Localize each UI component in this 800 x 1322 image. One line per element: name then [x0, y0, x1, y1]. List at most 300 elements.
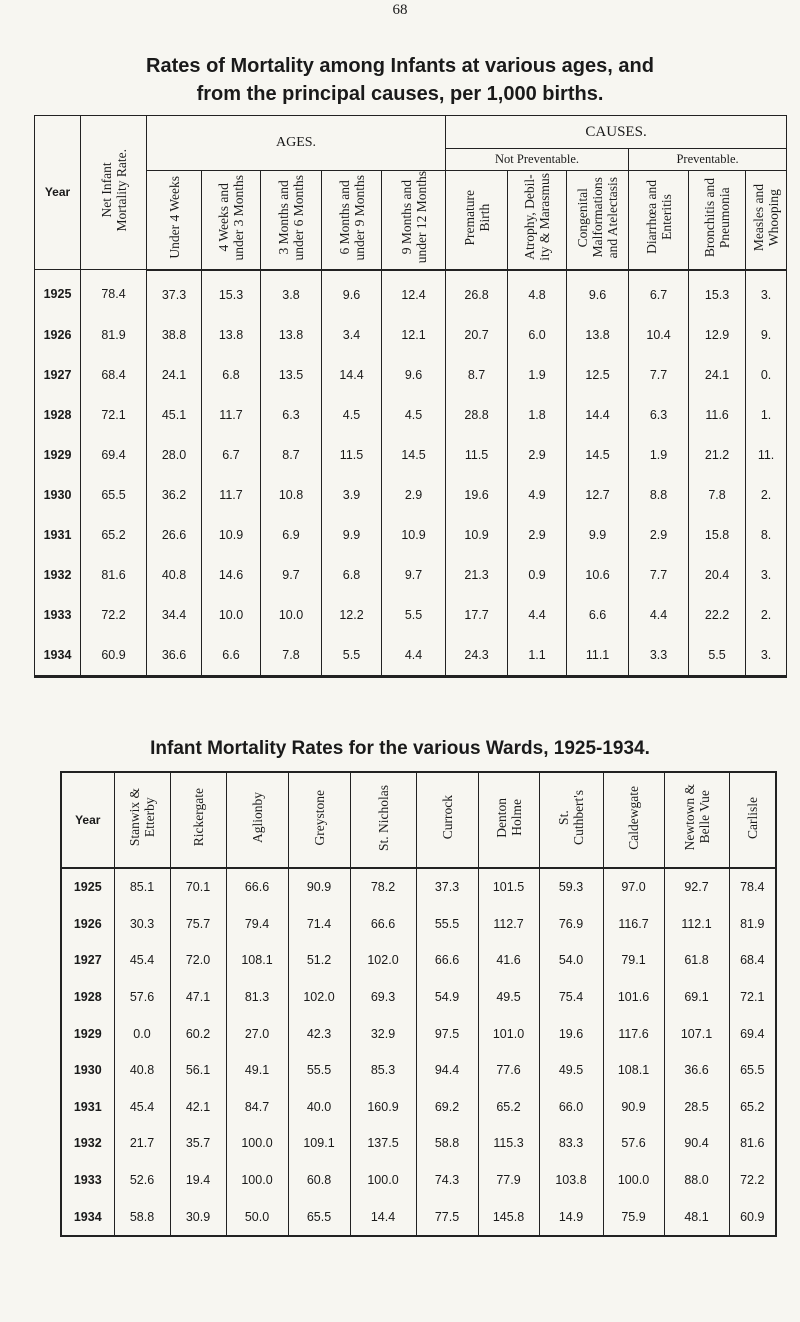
- table-row: [61, 868, 776, 906]
- ward-rate-cell: 72.0: [170, 942, 226, 979]
- rate-cell: 65.2: [81, 515, 147, 555]
- rate-cell: 20.7: [446, 315, 508, 355]
- ward-rate-cell: 115.3: [478, 1125, 539, 1162]
- ward-rate-cell: 88.0: [664, 1162, 729, 1199]
- ward-column-header: [603, 772, 664, 868]
- year-cell: 1930: [35, 475, 81, 515]
- age-column-label: 3 Months and under 6 Months: [276, 174, 306, 260]
- rate-cell: 34.4: [147, 595, 202, 635]
- ward-rate-cell: 65.5: [729, 1052, 776, 1089]
- rate-cell: 2.9: [508, 435, 567, 475]
- ward-rate-cell: 30.9: [170, 1198, 226, 1236]
- age-column-header: [202, 171, 261, 270]
- year-header: Year: [35, 116, 81, 270]
- ward-rate-cell: 37.3: [416, 868, 478, 906]
- rate-cell: 6.8: [322, 555, 382, 595]
- cause-column-label: Atrophy, Debil- ity & Marasmus: [522, 173, 553, 262]
- rate-cell: 14.5: [567, 435, 629, 475]
- ward-column-label: St. Cuthbert's: [556, 790, 586, 845]
- ward-rate-cell: 65.5: [288, 1198, 350, 1236]
- year-cell: 1931: [61, 1089, 114, 1126]
- rate-cell: 15.3: [689, 270, 746, 315]
- ward-rate-cell: 35.7: [170, 1125, 226, 1162]
- rate-cell: 7.7: [629, 355, 689, 395]
- ward-rate-cell: 40.8: [114, 1052, 170, 1089]
- ward-rate-cell: 57.6: [114, 979, 170, 1016]
- ward-column-header: [416, 772, 478, 868]
- ward-rate-cell: 108.1: [603, 1052, 664, 1089]
- ward-rate-cell: 49.5: [539, 1052, 603, 1089]
- rate-cell: 2.: [746, 475, 787, 515]
- ward-rate-cell: 72.2: [729, 1162, 776, 1199]
- ward-rate-cell: 66.6: [416, 942, 478, 979]
- cause-column-header: [508, 171, 567, 270]
- year-cell: 1926: [35, 315, 81, 355]
- age-column-label: 6 Months and under 9 Months: [336, 174, 367, 260]
- cause-column-header: [629, 171, 689, 270]
- table-row: [35, 555, 787, 595]
- table-row: [35, 515, 787, 555]
- table-row: [61, 1089, 776, 1126]
- ward-column-header: [170, 772, 226, 868]
- rate-cell: 9.9: [322, 515, 382, 555]
- year-cell: 1929: [35, 435, 81, 475]
- rate-cell: 2.: [746, 595, 787, 635]
- rate-cell: 15.3: [202, 270, 261, 315]
- ward-rate-cell: 28.5: [664, 1089, 729, 1126]
- ward-rate-cell: 116.7: [603, 906, 664, 943]
- ward-rate-cell: 14.4: [350, 1198, 416, 1236]
- ward-rate-cell: 74.3: [416, 1162, 478, 1199]
- ward-rate-cell: 60.8: [288, 1162, 350, 1199]
- ward-rate-cell: 0.0: [114, 1015, 170, 1052]
- ward-column-header: [729, 772, 776, 868]
- ward-rate-cell: 48.1: [664, 1198, 729, 1236]
- table-row: [61, 1125, 776, 1162]
- rate-cell: 24.1: [147, 355, 202, 395]
- rate-cell: 14.6: [202, 555, 261, 595]
- rate-cell: 2.9: [629, 515, 689, 555]
- rate-cell: 10.4: [629, 315, 689, 355]
- rate-cell: 40.8: [147, 555, 202, 595]
- year-cell: 1928: [35, 395, 81, 435]
- rate-cell: 4.5: [322, 395, 382, 435]
- table-row: [35, 270, 787, 315]
- table-row: [35, 595, 787, 635]
- rate-cell: 68.4: [81, 355, 147, 395]
- rate-cell: 28.0: [147, 435, 202, 475]
- ward-rate-cell: 52.6: [114, 1162, 170, 1199]
- year-cell: 1934: [35, 635, 81, 677]
- year-cell: 1934: [61, 1198, 114, 1236]
- ward-rate-cell: 101.6: [603, 979, 664, 1016]
- rate-cell: 1.1: [508, 635, 567, 677]
- rate-cell: 1.9: [629, 435, 689, 475]
- ward-rate-cell: 69.3: [350, 979, 416, 1016]
- rate-cell: 3.9: [322, 475, 382, 515]
- table1-title-line1: Rates of Mortality among Infants at various ages, and: [146, 55, 654, 77]
- ward-rate-cell: 55.5: [288, 1052, 350, 1089]
- rate-cell: 10.6: [567, 555, 629, 595]
- rate-cell: 11.: [746, 435, 787, 475]
- rate-cell: 11.1: [567, 635, 629, 677]
- ward-rate-cell: 42.3: [288, 1015, 350, 1052]
- ward-rate-cell: 66.6: [226, 868, 288, 906]
- ward-rate-cell: 61.8: [664, 942, 729, 979]
- ward-rate-cell: 58.8: [416, 1125, 478, 1162]
- ward-rate-cell: 71.4: [288, 906, 350, 943]
- ward-rate-cell: 32.9: [350, 1015, 416, 1052]
- rate-cell: 12.7: [567, 475, 629, 515]
- rate-cell: 17.7: [446, 595, 508, 635]
- rate-cell: 81.9: [81, 315, 147, 355]
- rate-cell: 0.: [746, 355, 787, 395]
- ward-rate-cell: 145.8: [478, 1198, 539, 1236]
- table-row: [61, 1052, 776, 1089]
- ward-rate-cell: 30.3: [114, 906, 170, 943]
- rate-header: Net Infant Mortality Rate.: [81, 116, 147, 270]
- year-cell: 1930: [61, 1052, 114, 1089]
- rate-cell: 9.6: [322, 270, 382, 315]
- age-column-label: 4 Weeks and under 3 Months: [216, 174, 246, 260]
- age-column-label: Under 4 Weeks: [166, 175, 182, 259]
- ward-column-label: Denton Holme: [493, 797, 524, 838]
- rate-cell: 26.6: [147, 515, 202, 555]
- ward-column-header: [664, 772, 729, 868]
- ward-rate-cell: 107.1: [664, 1015, 729, 1052]
- ward-rate-cell: 69.2: [416, 1089, 478, 1126]
- ward-rate-cell: 54.9: [416, 979, 478, 1016]
- ward-rate-cell: 112.7: [478, 906, 539, 943]
- rate-cell: 12.4: [382, 270, 446, 315]
- rate-cell: 6.9: [261, 515, 322, 555]
- rate-cell: 6.6: [202, 635, 261, 677]
- age-column-header: [322, 171, 382, 270]
- ward-rate-cell: 75.9: [603, 1198, 664, 1236]
- cause-column-header: [689, 171, 746, 270]
- rate-cell: 24.3: [446, 635, 508, 677]
- cause-column-label: Premature Birth: [461, 189, 492, 245]
- ward-rate-cell: 117.6: [603, 1015, 664, 1052]
- ward-rate-cell: 79.1: [603, 942, 664, 979]
- ward-rate-cell: 85.1: [114, 868, 170, 906]
- ward-year-label: Year: [75, 813, 101, 827]
- rate-cell: 4.4: [629, 595, 689, 635]
- age-column-header: [382, 171, 446, 270]
- rate-cell: 1.8: [508, 395, 567, 435]
- rate-cell: 9.7: [382, 555, 446, 595]
- ward-column-label: Carlisle: [744, 796, 760, 839]
- ward-rate-cell: 101.5: [478, 868, 539, 906]
- ward-column-label: Newtown & Belle Vue: [681, 784, 712, 851]
- table-row: [61, 906, 776, 943]
- ward-column-label: Stanwix & Etterby: [127, 788, 157, 847]
- ward-rate-cell: 49.1: [226, 1052, 288, 1089]
- year-cell: 1929: [61, 1015, 114, 1052]
- ward-rate-cell: 69.1: [664, 979, 729, 1016]
- rate-cell: 20.4: [689, 555, 746, 595]
- rate-cell: 13.5: [261, 355, 322, 395]
- ward-rate-cell: 19.4: [170, 1162, 226, 1199]
- ward-rate-cell: 79.4: [226, 906, 288, 943]
- ward-rate-cell: 81.3: [226, 979, 288, 1016]
- rate-cell: 4.8: [508, 270, 567, 315]
- rate-cell: 60.9: [81, 635, 147, 677]
- ward-column-header: [539, 772, 603, 868]
- rate-cell: 14.4: [322, 355, 382, 395]
- rate-cell: 7.8: [261, 635, 322, 677]
- table-row: [35, 475, 787, 515]
- rate-cell: 11.7: [202, 395, 261, 435]
- ward-rate-cell: 54.0: [539, 942, 603, 979]
- ward-rate-cell: 51.2: [288, 942, 350, 979]
- rate-cell: 69.4: [81, 435, 147, 475]
- table-row: [61, 1162, 776, 1199]
- ward-column-label: Rickergate: [190, 788, 206, 847]
- ward-rate-cell: 92.7: [664, 868, 729, 906]
- ward-rate-cell: 14.9: [539, 1198, 603, 1236]
- ward-rate-cell: 160.9: [350, 1089, 416, 1126]
- rate-cell: 6.8: [202, 355, 261, 395]
- rate-cell: 10.9: [446, 515, 508, 555]
- ward-column-label: St. Nicholas: [375, 784, 391, 851]
- ward-rate-cell: 100.0: [350, 1162, 416, 1199]
- rate-cell: 8.: [746, 515, 787, 555]
- year-cell: 1927: [35, 355, 81, 395]
- ward-column-header: [350, 772, 416, 868]
- ward-rate-cell: 55.5: [416, 906, 478, 943]
- rate-cell: 5.5: [322, 635, 382, 677]
- ward-column-header: [226, 772, 288, 868]
- rate-cell: 37.3: [147, 270, 202, 315]
- ward-rate-cell: 45.4: [114, 942, 170, 979]
- year-cell: 1932: [61, 1125, 114, 1162]
- rate-cell: 36.2: [147, 475, 202, 515]
- ward-rate-cell: 102.0: [350, 942, 416, 979]
- ward-rate-cell: 66.0: [539, 1089, 603, 1126]
- rate-cell: 72.2: [81, 595, 147, 635]
- rate-cell: 8.8: [629, 475, 689, 515]
- ward-rate-cell: 36.6: [664, 1052, 729, 1089]
- ward-rate-cell: 102.0: [288, 979, 350, 1016]
- rate-cell: 4.4: [508, 595, 567, 635]
- ward-rate-cell: 90.9: [288, 868, 350, 906]
- ward-rate-cell: 85.3: [350, 1052, 416, 1089]
- rate-cell: 3.: [746, 555, 787, 595]
- ward-rate-cell: 81.6: [729, 1125, 776, 1162]
- ward-rate-cell: 76.9: [539, 906, 603, 943]
- rate-cell: 10.0: [202, 595, 261, 635]
- rate-cell: 36.6: [147, 635, 202, 677]
- rate-cell: 14.4: [567, 395, 629, 435]
- cause-column-header: [446, 171, 508, 270]
- rate-cell: 6.0: [508, 315, 567, 355]
- cause-column-header: [746, 171, 787, 270]
- ward-rate-cell: 49.5: [478, 979, 539, 1016]
- table-row: [35, 435, 787, 475]
- rate-cell: 4.9: [508, 475, 567, 515]
- table-row: [61, 1198, 776, 1236]
- rate-cell: 2.9: [508, 515, 567, 555]
- age-column-header: [261, 171, 322, 270]
- year-cell: 1932: [35, 555, 81, 595]
- rate-cell: 8.7: [446, 355, 508, 395]
- ward-rate-cell: 78.2: [350, 868, 416, 906]
- ward-rate-cell: 58.8: [114, 1198, 170, 1236]
- mortality-by-age-cause-table: [34, 115, 787, 678]
- cause-column-header: [567, 171, 629, 270]
- ward-rate-cell: 78.4: [729, 868, 776, 906]
- rate-cell: 13.8: [202, 315, 261, 355]
- year-cell: 1925: [35, 270, 81, 315]
- ward-rate-cell: 47.1: [170, 979, 226, 1016]
- year-cell: 1926: [61, 906, 114, 943]
- rate-cell: 12.9: [689, 315, 746, 355]
- rate-cell: 11.5: [322, 435, 382, 475]
- ward-rate-cell: 137.5: [350, 1125, 416, 1162]
- ward-rate-cell: 97.0: [603, 868, 664, 906]
- ward-rate-cell: 83.3: [539, 1125, 603, 1162]
- table-row: [61, 1015, 776, 1052]
- rate-cell: 2.9: [382, 475, 446, 515]
- ward-rate-cell: 100.0: [226, 1162, 288, 1199]
- ward-year-header: [61, 772, 114, 868]
- rate-cell: 19.6: [446, 475, 508, 515]
- ward-rate-cell: 72.1: [729, 979, 776, 1016]
- ward-rate-cell: 70.1: [170, 868, 226, 906]
- ward-rate-cell: 77.5: [416, 1198, 478, 1236]
- rate-cell: 15.8: [689, 515, 746, 555]
- ward-rate-cell: 109.1: [288, 1125, 350, 1162]
- year-cell: 1925: [61, 868, 114, 906]
- rate-cell: 11.6: [689, 395, 746, 435]
- rate-cell: 9.7: [261, 555, 322, 595]
- ward-column-label: Caldewgate: [626, 785, 641, 850]
- rate-cell: 7.7: [629, 555, 689, 595]
- rate-cell: 22.2: [689, 595, 746, 635]
- rate-cell: 81.6: [81, 555, 147, 595]
- ward-column-header: [114, 772, 170, 868]
- rate-cell: 45.1: [147, 395, 202, 435]
- ward-rate-cell: 75.7: [170, 906, 226, 943]
- ward-rate-cell: 42.1: [170, 1089, 226, 1126]
- rate-cell: 12.2: [322, 595, 382, 635]
- table-row: [35, 395, 787, 435]
- rate-cell: 6.3: [629, 395, 689, 435]
- rate-cell: 13.8: [261, 315, 322, 355]
- cause-column-label: Congenital Malformations and Atelectasis: [575, 176, 621, 258]
- age-column-header: [147, 171, 202, 270]
- ward-rate-cell: 66.6: [350, 906, 416, 943]
- year-cell: 1933: [35, 595, 81, 635]
- ward-rate-cell: 60.2: [170, 1015, 226, 1052]
- age-column-label: 9 Months and under 12 Months: [398, 171, 429, 264]
- ward-rate-cell: 81.9: [729, 906, 776, 943]
- rate-cell: 10.0: [261, 595, 322, 635]
- rate-cell: 6.7: [629, 270, 689, 315]
- rate-cell: 9.6: [567, 270, 629, 315]
- ward-column-header: [478, 772, 539, 868]
- rate-cell: 24.1: [689, 355, 746, 395]
- rate-cell: 9.6: [382, 355, 446, 395]
- ward-rate-cell: 57.6: [603, 1125, 664, 1162]
- ward-rate-cell: 94.4: [416, 1052, 478, 1089]
- ward-rate-cell: 27.0: [226, 1015, 288, 1052]
- rate-cell: 26.8: [446, 270, 508, 315]
- table-row: [61, 942, 776, 979]
- rate-cell: 4.4: [382, 635, 446, 677]
- year-cell: 1927: [61, 942, 114, 979]
- not-preventable-header: Not Preventable.: [446, 149, 629, 171]
- rate-cell: 3.8: [261, 270, 322, 315]
- rate-cell: 3.3: [629, 635, 689, 677]
- ward-rate-cell: 90.9: [603, 1089, 664, 1126]
- rate-cell: 5.5: [382, 595, 446, 635]
- ages-header: AGES.: [147, 116, 446, 171]
- ward-rate-cell: 59.3: [539, 868, 603, 906]
- table-row: [35, 635, 787, 677]
- ward-rate-cell: 84.7: [226, 1089, 288, 1126]
- ward-rate-cell: 112.1: [664, 906, 729, 943]
- rate-cell: 10.9: [382, 515, 446, 555]
- rate-cell: 14.5: [382, 435, 446, 475]
- rate-cell: 3.4: [322, 315, 382, 355]
- ward-rate-cell: 68.4: [729, 942, 776, 979]
- rate-cell: 5.5: [689, 635, 746, 677]
- rate-cell: 8.7: [261, 435, 322, 475]
- rate-cell: 6.6: [567, 595, 629, 635]
- ward-rate-cell: 100.0: [603, 1162, 664, 1199]
- rate-cell: 1.: [746, 395, 787, 435]
- ward-rate-cell: 56.1: [170, 1052, 226, 1089]
- rate-cell: 3.: [746, 635, 787, 677]
- rate-cell: 13.8: [567, 315, 629, 355]
- ward-rate-cell: 40.0: [288, 1089, 350, 1126]
- rate-cell: 21.2: [689, 435, 746, 475]
- ward-column-header: [288, 772, 350, 868]
- ward-column-label: Greystone: [311, 789, 327, 846]
- rate-cell: 7.8: [689, 475, 746, 515]
- rate-cell: 6.7: [202, 435, 261, 475]
- ward-rate-cell: 75.4: [539, 979, 603, 1016]
- cause-column-label: Diarrhœa and Enteritis: [643, 180, 674, 255]
- page-number: 68: [392, 2, 408, 18]
- ward-rate-cell: 77.9: [478, 1162, 539, 1199]
- ward-rate-cell: 65.2: [478, 1089, 539, 1126]
- ward-column-label: Currock: [439, 795, 455, 840]
- rate-cell: 21.3: [446, 555, 508, 595]
- rate-cell: 38.8: [147, 315, 202, 355]
- rate-cell: 3.: [746, 270, 787, 315]
- rate-cell: 65.5: [81, 475, 147, 515]
- ward-rate-cell: 101.0: [478, 1015, 539, 1052]
- preventable-header: Preventable.: [629, 149, 787, 171]
- rate-cell: 78.4: [81, 270, 147, 315]
- rate-cell: 4.5: [382, 395, 446, 435]
- rate-cell: 72.1: [81, 395, 147, 435]
- ward-rate-cell: 19.6: [539, 1015, 603, 1052]
- ward-rate-cell: 97.5: [416, 1015, 478, 1052]
- rate-cell: 6.3: [261, 395, 322, 435]
- table2-title: Infant Mortality Rates for the various Wards, 1925-1934.: [150, 738, 650, 759]
- year-cell: 1931: [35, 515, 81, 555]
- rate-cell: 11.7: [202, 475, 261, 515]
- ward-rate-cell: 90.4: [664, 1125, 729, 1162]
- table-row: [35, 315, 787, 355]
- ward-rate-cell: 41.6: [478, 942, 539, 979]
- ward-column-label: Aglionby: [249, 791, 265, 843]
- rate-cell: 9.9: [567, 515, 629, 555]
